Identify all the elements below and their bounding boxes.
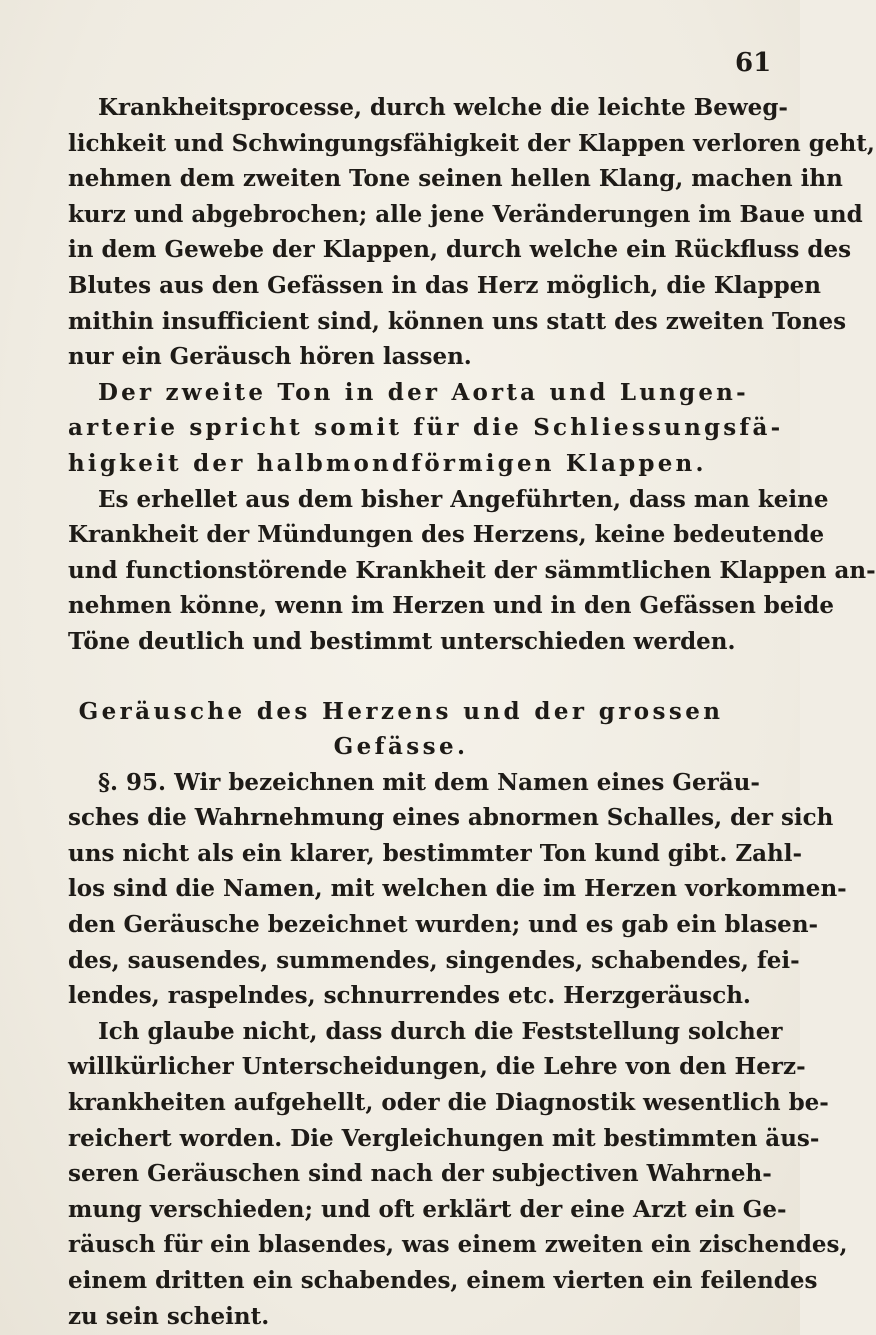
text-line: §. 95. Wir bezeichnen mit dem Namen eines Geräu- xyxy=(98,768,760,796)
text-line-emphasis: Der zweite Ton in der Aorta und Lungen- xyxy=(98,378,749,406)
text-line: sches die Wahrnehmung eines abnormen Schalles, der sich xyxy=(68,804,834,832)
text-line: in dem Gewebe der Klappen, durch welche ein Rückfluss des xyxy=(68,236,852,264)
text-line: lichkeit und Schwingungsfähigkeit der Klappen verloren geht, xyxy=(68,129,875,157)
section-heading-line: Geräusche des Herzens und der grossen xyxy=(78,697,724,725)
paragraph-section-95 xyxy=(68,765,847,1014)
text-line: Töne deutlich und bestimmt unterschieden werden. xyxy=(68,627,736,655)
page-number: 61 xyxy=(735,48,772,78)
text-line: kurz und abgebrochen; alle jene Veränderungen im Baue und xyxy=(68,200,863,228)
paragraph-es-erhellet xyxy=(68,482,876,660)
text-column xyxy=(68,90,876,1334)
text-line: zu sein scheint. xyxy=(68,1302,270,1330)
text-line: nehmen dem zweiten Tone seinen hellen Klang, machen ihn xyxy=(68,165,843,193)
text-line: reichert worden. Die Vergleichungen mit bestimmten äus- xyxy=(68,1124,820,1152)
text-line: mithin insufficient sind, können uns statt des zweiten Tones xyxy=(68,307,847,335)
text-line: Krankheitsprocesse, durch welche die leichte Beweg- xyxy=(98,94,788,121)
text-line: seren Geräuschen sind nach der subjectiven Wahrneh- xyxy=(68,1160,772,1188)
section-heading xyxy=(68,694,734,765)
text-line: lendes, raspelndes, schnurrendes etc. Herzgeräusch. xyxy=(68,982,751,1010)
paragraph-ich-glaube xyxy=(68,1014,848,1334)
text-line: willkürlicher Unterscheidungen, die Lehre von den Herz- xyxy=(68,1053,806,1081)
text-line: des, sausendes, summendes, singendes, schabendes, fei- xyxy=(68,946,800,974)
text-line-emphasis: arterie spricht somit für die Schliessungsfä- xyxy=(68,414,784,442)
text-line: mung verschieden; und oft erklärt der eine Arzt ein Ge- xyxy=(68,1195,787,1223)
section-gap xyxy=(68,660,734,694)
paragraph-krankheitsprocesse xyxy=(68,90,875,375)
text-line: krankheiten aufgehellt, oder die Diagnostik wesentlich be- xyxy=(68,1089,829,1117)
text-line: räusch für ein blasendes, was einem zweiten ein zischendes, xyxy=(68,1231,848,1259)
text-line-emphasis: higkeit der halbmondförmigen Klappen. xyxy=(68,449,707,477)
text-line: uns nicht als ein klarer, bestimmter Ton kund gibt. Zahl- xyxy=(68,839,803,867)
text-line: Krankheit der Mündungen des Herzens, keine bedeutende xyxy=(68,521,825,549)
text-line: den Geräusche bezeichnet wurden; und es gab ein blasen- xyxy=(68,911,819,939)
text-line: Blutes aus den Gefässen in das Herz möglich, die Klappen xyxy=(68,271,822,299)
text-line: nur ein Geräusch hören lassen. xyxy=(68,343,472,371)
text-line: einem dritten ein schabendes, einem vierten ein feilendes xyxy=(68,1267,818,1294)
text-line: und functionstörende Krankheit der sämmtlichen Klappen an- xyxy=(68,556,876,584)
text-line: Es erhellet aus dem bisher Angeführten, dass man keine xyxy=(98,485,829,513)
section-heading-line: Gefässe. xyxy=(333,733,469,761)
text-line: Ich glaube nicht, dass durch die Feststellung solcher xyxy=(98,1017,783,1045)
text-line: los sind die Namen, mit welchen die im Herzen vorkommen- xyxy=(68,875,847,903)
text-line: nehmen könne, wenn im Herzen und in den Gefässen beide xyxy=(68,592,834,620)
paragraph-emphasis xyxy=(68,375,784,482)
